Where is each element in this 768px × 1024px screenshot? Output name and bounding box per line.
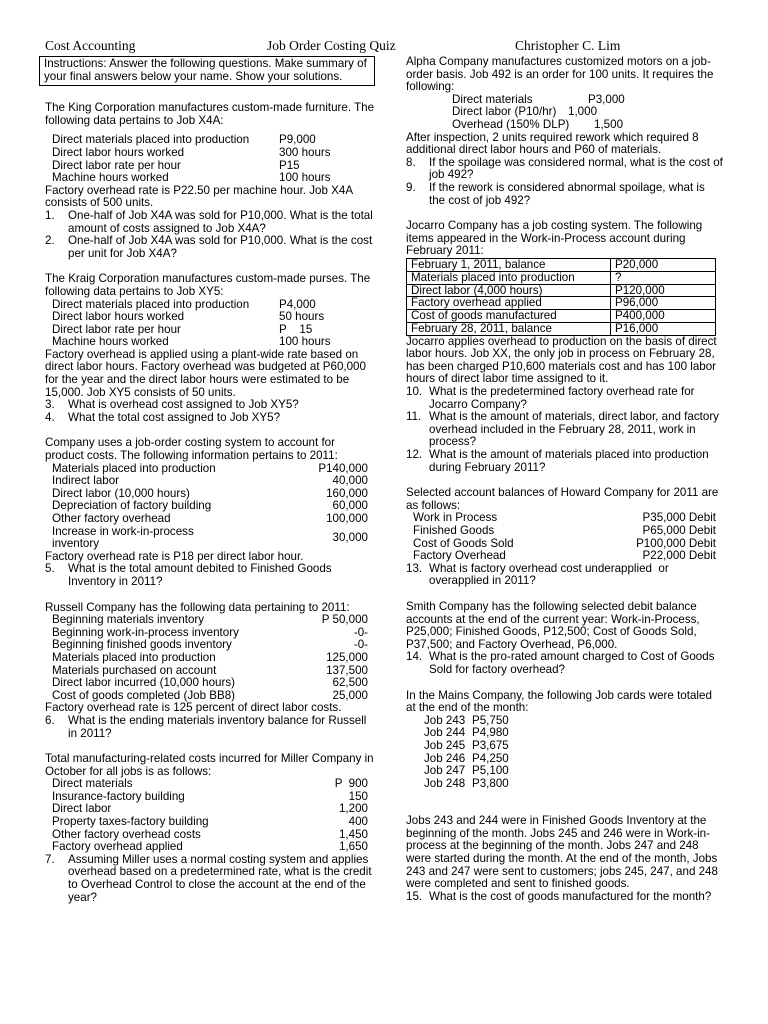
data-row: Beginning finished goods inventory -0-: [52, 638, 368, 652]
miller-section: [45, 753, 375, 904]
data-row: Other factory overhead 100,000: [52, 512, 368, 525]
left-column: [45, 56, 375, 904]
company-intro: Company uses a job-order costing system to account for product costs. The following information pertains to 2011:: [45, 436, 338, 463]
data-row: Machine hours worked 100 hours: [52, 171, 331, 185]
data-row: Beginning work-in-process inventory -0-: [52, 625, 368, 639]
data-row: Materials placed into production 125,000: [52, 650, 368, 664]
question-4: 4. What the total cost assigned to Job XY5?: [45, 410, 281, 424]
data-row: Other factory overhead costs 1,450: [52, 827, 368, 841]
alpha-note: After inspection, 2 units required rework which required 8 additional direct labor hours and P60 of materials.: [406, 130, 699, 157]
data-row: Finished Goods P65,000 Debit: [413, 524, 716, 537]
russell-intro: Russell Company has the following data pertaining to 2011:: [45, 600, 350, 614]
right-column: [406, 56, 724, 903]
list-item: Job 248 P3,800: [424, 776, 509, 790]
data-row: Insurance-factory building 150: [52, 789, 368, 803]
russell-section: [45, 602, 375, 741]
question-9: 9. If the rework is considered abnormal spoilage, what is the cost of job 492?: [406, 180, 705, 207]
data-row: Direct labor hours worked 300 hours: [52, 145, 331, 159]
miller-intro: Total manufacturing-related costs incurred for Miller Company in October for all jobs is as follows:: [45, 752, 374, 778]
data-row: Property taxes-factory building 400: [52, 815, 368, 829]
page-header: [45, 40, 735, 56]
kraig-intro: The Kraig Corporation manufactures custom-made purses. The following data pertains to Job XY5:: [45, 272, 371, 298]
data-row: Cost of goods completed (Job BB8) 25,000: [52, 688, 368, 702]
question-8: 8. If the spoilage was considered normal, what is the cost of job 492?: [406, 155, 723, 182]
jocarro-section: [406, 220, 724, 474]
question-10: 10. What is the predetermined factory overhead rate for Jocarro Company?: [406, 385, 695, 411]
list-item: Job 245 P3,675: [424, 738, 509, 752]
data-row: Beginning materials inventory P 50,000: [52, 613, 368, 627]
data-row: Indirect labor 40,000: [52, 474, 368, 488]
data-row: Factory Overhead P22,000 Debit: [413, 549, 716, 563]
data-row: Direct labor (10,000 hours) 160,000: [52, 486, 368, 500]
company-section: [45, 437, 375, 588]
list-item: Job 243 P5,750: [424, 713, 509, 727]
question-14: 14. What is the pro-rated amount charged to Cost of Goods Sold for factory overhead?: [406, 650, 715, 676]
data-row: Direct materials P3,000: [452, 92, 625, 106]
table-row: Cost of goods manufactured P400,000: [407, 310, 716, 323]
data-row: Direct materials P 900: [52, 777, 368, 791]
question-13: 13. What is factory overhead cost underapplied or overapplied in 2011?: [406, 561, 672, 588]
kraig-note: Factory overhead is applied using a plant-wide rate based on direct labor hours. Factory overhead was budgeted at P60,000 for the year and the direct labor hours were estimated to be 15,000. Job XY5 consists of 50 units.: [45, 347, 366, 399]
table-row: Materials placed into production ?: [407, 271, 716, 284]
data-row: Direct materials placed into production P9,000: [52, 133, 316, 147]
instructions-text: Instructions: Answer the following questions. Make summary of your final answers below your name. Show your solutions.: [44, 57, 367, 83]
data-row: Direct labor incurred (10,000 hours) 62,500: [52, 676, 368, 690]
alpha-intro: Alpha Company manufactures customized motors on a job-order basis. Job 492 is an order for 100 units. It requires the following:: [406, 55, 714, 94]
company-note: Factory overhead rate is P18 per direct labor hour.: [45, 549, 304, 563]
table-row: Direct labor (4,000 hours) P120,000: [407, 284, 716, 297]
question-7: 7. Assuming Miller uses a normal costing system and applies overhead based on a predetermined rate, what is the credit to Overhead Control to close the account at the end of the year?: [45, 852, 372, 904]
data-row: Direct labor 1,200: [52, 802, 368, 816]
question-11: 11. What is the amount of materials, direct labor, and factory overhead included in the February 28, 2011, work in process?: [406, 410, 719, 449]
question-6: 6. What is the ending materials inventory balance for Russell in 2011?: [45, 713, 367, 740]
smith-intro: Smith Company has the following selected debit balance accounts at the end of the current year: Work-in-Process, P25,000; Finished Goods, P12,500; Cost of Goods Sold, P37,500; and Factory Overhead, P6,000.: [406, 599, 700, 651]
data-row: Overhead (150% DLP) 1,500: [452, 117, 624, 131]
king-note: Factory overhead rate is P22.50 per machine hour. Job X4A consists of 500 units.: [45, 183, 353, 210]
question-1: 1. One-half of Job X4A was sold for P10,000. What is the total amount of costs assigned to Job X4A?: [45, 208, 373, 235]
data-row: Direct labor hours worked 50 hours: [52, 310, 325, 324]
list-item: Job 246 P4,250: [424, 751, 509, 765]
question-3: 3. What is overhead cost assigned to Job XY5?: [45, 398, 299, 412]
author-name: Christopher C. Lim: [515, 38, 621, 53]
data-row: Work in Process P35,000 Debit: [413, 511, 716, 525]
course-title: Cost Accounting: [45, 38, 136, 53]
king-section: [45, 102, 375, 260]
data-row: Increase in work-in-process inventory 30,000: [52, 524, 368, 551]
list-item: Job 247 P5,100: [424, 764, 509, 778]
alpha-section: [406, 56, 724, 207]
quiz-title: Job Order Costing Quiz: [267, 38, 396, 53]
howard-section: [406, 487, 724, 588]
king-intro: The King Corporation manufactures custom-made furniture. The following data pertains to Job X4A:: [45, 101, 375, 127]
jocarro-note: Jocarro applies overhead to production on the basis of direct labor hours. Job XX, the only job in process on February 28, has been charged P10,600 materials cost and has 100 labor hours of direct labor time assigned to it.: [406, 334, 717, 386]
table-row: Factory overhead applied P96,000: [407, 297, 716, 310]
question-15: 15. What is the cost of goods manufactured for the month?: [406, 889, 712, 903]
data-row: Cost of Goods Sold P100,000 Debit: [413, 536, 716, 550]
mains-intro: In the Mains Company, the following Job cards were totaled at the end of the month:: [406, 688, 712, 715]
table-row: February 28, 2011, balance P16,000: [407, 322, 716, 335]
data-row: Machine hours worked 100 hours: [52, 335, 331, 349]
data-row: Direct labor (P10/hr) 1,000: [452, 105, 598, 119]
kraig-section: [45, 273, 375, 424]
question-5: 5. What is the total amount debited to Finished Goods Inventory in 2011?: [45, 562, 332, 588]
data-row: Materials placed into production P140,000: [52, 461, 368, 475]
data-row: Direct labor rate per hour P15: [52, 158, 300, 172]
question-12: 12. What is the amount of materials placed into production during February 2011?: [406, 448, 709, 474]
data-row: Direct labor rate per hour P 15: [52, 322, 313, 336]
instructions-box: [39, 56, 375, 86]
table-row: February 1, 2011, balance P20,000: [407, 258, 716, 271]
smith-section: [406, 601, 724, 677]
data-row: Factory overhead applied 1,650: [52, 840, 368, 854]
russell-note: Factory overhead rate is 125 percent of direct labor costs.: [45, 701, 342, 715]
question-2: 2. One-half of Job X4A was sold for P10,000. What is the cost per unit for Job X4A?: [45, 234, 373, 260]
wip-account-table: [406, 258, 716, 336]
howard-intro: Selected account balances of Howard Company for 2011 are as follows:: [406, 486, 719, 512]
jocarro-intro: Jocarro Company has a job costing system. The following items appeared in the Work-in-Process account during February 2011:: [406, 219, 703, 258]
data-row: Depreciation of factory building 60,000: [52, 499, 368, 513]
mains-section: [406, 690, 724, 904]
data-row: Materials purchased on account 137,500: [52, 663, 368, 677]
data-row: Direct materials placed into production P4,000: [52, 297, 316, 311]
mains-note: Jobs 243 and 244 were in Finished Goods Inventory at the beginning of the month. Jobs 245 and 246 were in Work-in-process at the beginning of the month. Jobs 247 and 248 were started during the month. At the end of the month, Jobs 243 and 247 were sent to customers; jobs 245, 247, and 248 were completed and sent to finished goods.: [406, 814, 718, 891]
list-item: Job 244 P4,980: [424, 726, 509, 740]
